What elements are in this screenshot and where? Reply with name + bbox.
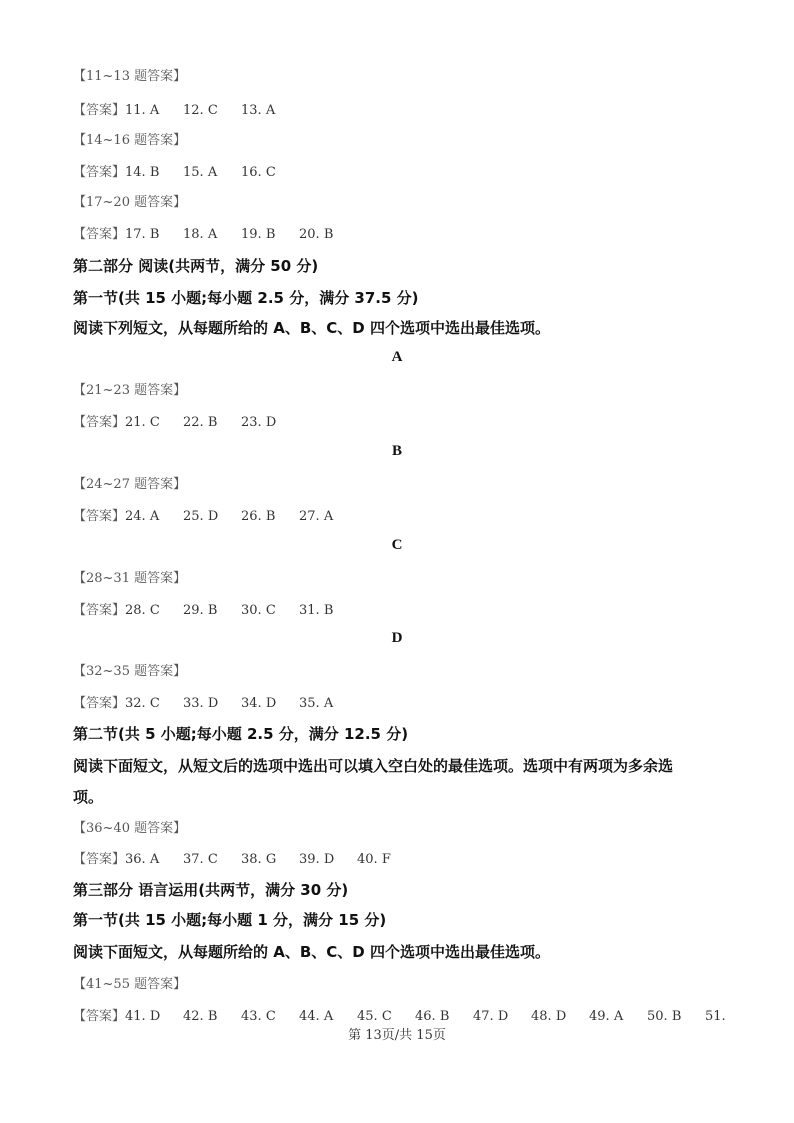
answer-item: 32. C [125,696,160,711]
section-heading: 第一节(共 15 小题;每小题 1 分，满分 15 分) [73,911,387,929]
question-range-label: 【11~13 题答案】 [73,69,187,84]
answer-item: 51. [705,1009,726,1024]
answer-tag: 【答案】 [73,1009,126,1024]
answer-row [73,161,276,180]
question-range-label: 【32~35 题答案】 [73,664,187,679]
answer-row [73,411,276,430]
answer-item: 11. A [125,103,160,118]
question-range-label: 【21~23 题答案】 [73,383,187,398]
answer-tag: 【答案】 [73,227,126,242]
answer-item: 49. A [589,1009,624,1024]
answer-item: 36. A [125,852,160,867]
section-heading: 第三部分 语言运用(共两节，满分 30 分) [73,881,349,899]
answer-tag: 【答案】 [73,165,126,180]
answer-row [73,848,391,867]
answer-row [73,505,333,524]
answer-item: 45. C [357,1009,392,1024]
passage-letter: B [391,443,402,459]
answer-item: 17. B [125,227,160,242]
section-heading: 第二部分 阅读(共两节，满分 50 分) [73,257,319,275]
answer-row [73,223,333,242]
question-range-label: 【24~27 题答案】 [73,477,187,492]
answer-item: 47. D [473,1009,509,1024]
answer-row [73,599,333,618]
section-heading: 第一节(共 15 小题;每小题 2.5 分，满分 37.5 分) [73,289,419,307]
answer-row [73,99,275,118]
section-heading: 第二节(共 5 小题;每小题 2.5 分，满分 12.5 分) [73,725,409,743]
answer-item: 34. D [241,696,277,711]
answer-item: 43. C [241,1009,276,1024]
answer-tag: 【答案】 [73,415,126,430]
answer-row [73,692,333,711]
answer-item: 50. B [647,1009,682,1024]
answer-item: 13. A [241,103,276,118]
answer-item: 30. C [241,603,276,618]
answer-item: 44. A [299,1009,334,1024]
page-footer: 第 13页/共 15页 [348,1028,446,1043]
answer-item: 15. A [183,165,218,180]
question-range-label: 【14~16 题答案】 [73,133,187,148]
answer-item: 39. D [299,852,335,867]
answer-item: 26. B [241,509,276,524]
answer-item: 23. D [241,415,277,430]
answer-item: 27. A [299,509,334,524]
answer-item: 33. D [183,696,219,711]
question-range-label: 【36~40 题答案】 [73,821,187,836]
question-range-label: 【28~31 题答案】 [73,571,187,586]
answer-item: 41. D [125,1009,161,1024]
answer-tag: 【答案】 [73,103,126,118]
answer-row [73,1005,726,1024]
instruction-text: 阅读下列短文，从每题所给的 A、B、C、D 四个选项中选出最佳选项。 [73,319,550,337]
answer-item: 38. G [241,852,277,867]
passage-letter: A [391,349,403,365]
answer-item: 46. B [415,1009,450,1024]
instruction-text: 阅读下面短文，从每题所给的 A、B、C、D 四个选项中选出最佳选项。 [73,943,550,961]
answer-item: 12. C [183,103,218,118]
answer-tag: 【答案】 [73,603,126,618]
question-range-label: 【17~20 题答案】 [73,195,187,210]
passage-letter: D [391,630,403,646]
answer-item: 48. D [531,1009,567,1024]
answer-item: 18. A [183,227,218,242]
answer-item: 40. F [357,852,391,867]
answer-item: 21. C [125,415,160,430]
answer-item: 25. D [183,509,219,524]
answer-item: 16. C [241,165,276,180]
answer-item: 28. C [125,603,160,618]
answer-item: 22. B [183,415,218,430]
answer-tag: 【答案】 [73,696,126,711]
instruction-text: 阅读下面短文，从短文后的选项中选出可以填入空白处的最佳选项。选项中有两项为多余选 [73,757,674,775]
answer-item: 14. B [125,165,160,180]
answer-item: 31. B [299,603,334,618]
answer-item: 19. B [241,227,276,242]
passage-letter: C [391,537,403,553]
answer-item: 42. B [183,1009,218,1024]
question-range-label: 【41~55 题答案】 [73,977,187,992]
answer-item: 37. C [183,852,218,867]
answer-item: 35. A [299,696,334,711]
answer-item: 24. A [125,509,160,524]
answer-item: 29. B [183,603,218,618]
answer-tag: 【答案】 [73,509,126,524]
answer-tag: 【答案】 [73,852,126,867]
answer-item: 20. B [299,227,334,242]
instruction-text: 项。 [73,788,104,806]
